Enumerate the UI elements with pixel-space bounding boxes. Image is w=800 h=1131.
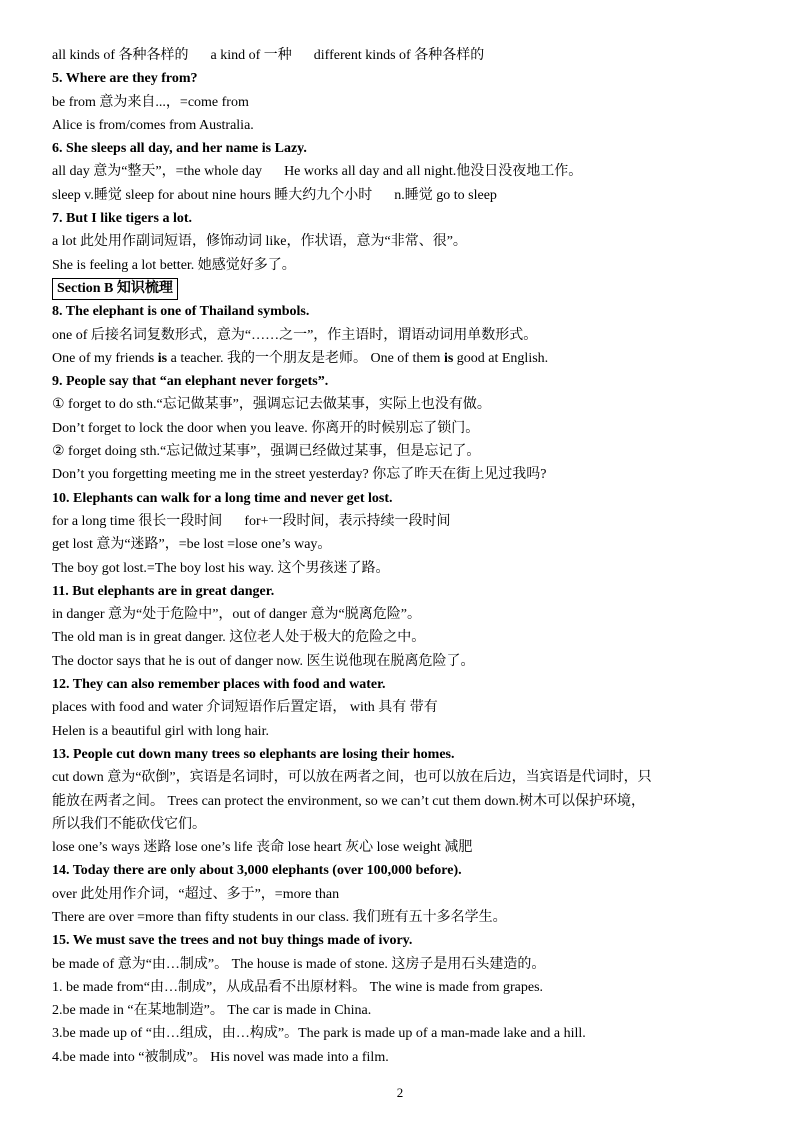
section-header [52, 277, 767, 300]
note-line [52, 976, 767, 999]
text-segment: She is feeling a lot better. 她感觉好多了。 [52, 257, 296, 273]
text-segment: 1. be made from“由…制成”，从成品看不出原材料。 The wine is made from grapes. [52, 979, 544, 995]
section-title-box: Section B 知识梳理 [52, 278, 178, 300]
emphasis-text: is [443, 350, 454, 366]
note-heading: 6. She sleeps all day, and her name is Lazy. [52, 141, 307, 157]
note-heading: 5. Where are they from? [52, 71, 198, 87]
note-line [52, 440, 767, 463]
text-segment: in danger 意为“处于危险中”，out of danger 意为“脱离危险”。 [52, 607, 421, 623]
note-line [52, 324, 767, 347]
note-line [52, 417, 767, 440]
note-line [52, 254, 767, 277]
text-segment: 所以我们不能砍伐它们。 [52, 816, 206, 832]
note-line [52, 184, 767, 207]
text-segment: a teacher. 我的一个朋友是老师。 One of them [167, 350, 444, 366]
text-segment: lose one’s ways 迷路 lose one’s life 丧命 lose heart 灰心 lose weight 减肥 [52, 840, 473, 856]
note-heading: 13. People cut down many trees so elephants are losing their homes. [52, 746, 455, 762]
note-line [52, 557, 767, 580]
text-segment: for+一段时间，表示持续一段时间 [244, 513, 451, 529]
text-segment: Don’t you forgetting meeting me in the street yesterday? 你忘了昨天在街上见过我吗? [52, 467, 547, 483]
note-line [52, 463, 767, 486]
text-segment: 4.be made into “被制成”。 His novel was made into a film. [52, 1049, 389, 1065]
note-line [52, 999, 767, 1022]
note-line [52, 510, 767, 533]
note-heading: 8. The elephant is one of Thailand symbols. [52, 304, 310, 320]
text-segment: be from 意为来自...，=come from [52, 94, 249, 110]
text-segment: a lot 此处用作副词短语，修饰动词 like，作状语，意为“非常、很”。 [52, 234, 467, 250]
note-line [52, 790, 767, 813]
note-line [52, 114, 767, 137]
document-body [52, 44, 767, 1069]
note-line [52, 720, 767, 743]
note-heading: 12. They can also remember places with food and water. [52, 677, 386, 693]
text-segment: The doctor says that he is out of danger now. 医生说他现在脱离危险了。 [52, 653, 475, 669]
note-line [52, 836, 767, 859]
emphasis-text: is [157, 350, 168, 366]
note-line [52, 160, 767, 183]
note-line [52, 766, 767, 789]
note-line [52, 603, 767, 626]
note-line [52, 906, 767, 929]
note-line [52, 813, 767, 836]
note-line [52, 696, 767, 719]
text-segment: n.睡觉 go to sleep [394, 187, 497, 203]
note-line [52, 953, 767, 976]
text-segment: over 此处用作介词，“超过、多于”，=more than [52, 886, 340, 902]
note-heading: 14. Today there are only about 3,000 elephants (over 100,000 before). [52, 863, 462, 879]
text-segment: a kind of 一种 [210, 48, 292, 63]
note-heading: 11. But elephants are in great danger. [52, 583, 275, 599]
note-heading: 10. Elephants can walk for a long time and never get lost. [52, 490, 393, 506]
note-line [52, 1022, 767, 1045]
text-segment: Alice is from/comes from Australia. [52, 117, 254, 133]
note-line [52, 230, 767, 253]
note-line [52, 533, 767, 556]
text-segment: 3.be made up of “由…组成，由…构成”。The park is made up of a man-made lake and a hill. [52, 1026, 586, 1042]
text-segment: ② forget doing sth.“忘记做过某事”，强调已经做过某事，但是忘记了。 [52, 444, 481, 460]
note-line [52, 626, 767, 649]
text-segment: all kinds of 各种各样的 [52, 48, 189, 63]
note-line [52, 44, 767, 67]
text-segment: sleep v.睡觉 sleep for about nine hours 睡大约九个小时 [52, 187, 373, 203]
note-line [52, 393, 767, 416]
text-segment: He works all day and all night.他没日没夜地工作。 [284, 164, 583, 180]
text-segment: for a long time 很长一段时间 [52, 513, 223, 529]
note-line [52, 347, 767, 370]
text-segment: get lost 意为“迷路”，=be lost =lose one’s way。 [52, 537, 332, 553]
note-line [52, 1046, 767, 1069]
note-heading: 15. We must save the trees and not buy things made of ivory. [52, 933, 413, 949]
text-segment: good at English. [453, 350, 549, 366]
text-segment: be made of 意为“由…制成”。 The house is made of stone. 这房子是用石头建造的。 [52, 956, 546, 972]
text-segment: cut down 意为“砍倒”，宾语是名词时，可以放在两者之间，也可以放在后边，当宾语是代词时，只 [52, 770, 652, 786]
text-segment: The boy got lost.=The boy lost his way. 这个男孩迷了路。 [52, 560, 390, 576]
text-segment: One of my friends [52, 350, 158, 366]
text-segment: Don’t forget to lock the door when you leave. 你离开的时候别忘了锁门。 [52, 420, 480, 436]
note-line [52, 91, 767, 114]
text-segment: all day 意为“整天”，=the whole day [52, 164, 263, 180]
note-line [52, 883, 767, 906]
text-segment: 2.be made in “在某地制造”。 The car is made in China. [52, 1003, 372, 1019]
text-segment: ① forget to do sth.“忘记做某事”，强调忘记去做某事，实际上也没有做。 [52, 397, 491, 413]
text-segment: There are over =more than fifty students in our class. 我们班有五十多名学生。 [52, 909, 507, 925]
text-segment: The old man is in great danger. 这位老人处于极大的危险之中。 [52, 630, 426, 646]
text-segment: places with food and water 介词短语作后置定语， with 具有 带有 [52, 700, 438, 716]
note-heading: 9. People say that “an elephant never forgets”. [52, 374, 329, 390]
text-segment: 能放在两者之间。 Trees can protect the environment, so we can’t cut them down.树木可以保护环境， [52, 793, 645, 809]
text-segment: one of 后接名词复数形式，意为“……之一”，作主语时，谓语动词用单数形式。 [52, 327, 538, 343]
page-number: 2 [396, 1085, 404, 1100]
note-heading: 7. But I like tigers a lot. [52, 211, 192, 227]
text-segment: Helen is a beautiful girl with long hair. [52, 723, 269, 739]
note-line [52, 650, 767, 673]
text-segment: different kinds of 各种各样的 [313, 48, 485, 63]
